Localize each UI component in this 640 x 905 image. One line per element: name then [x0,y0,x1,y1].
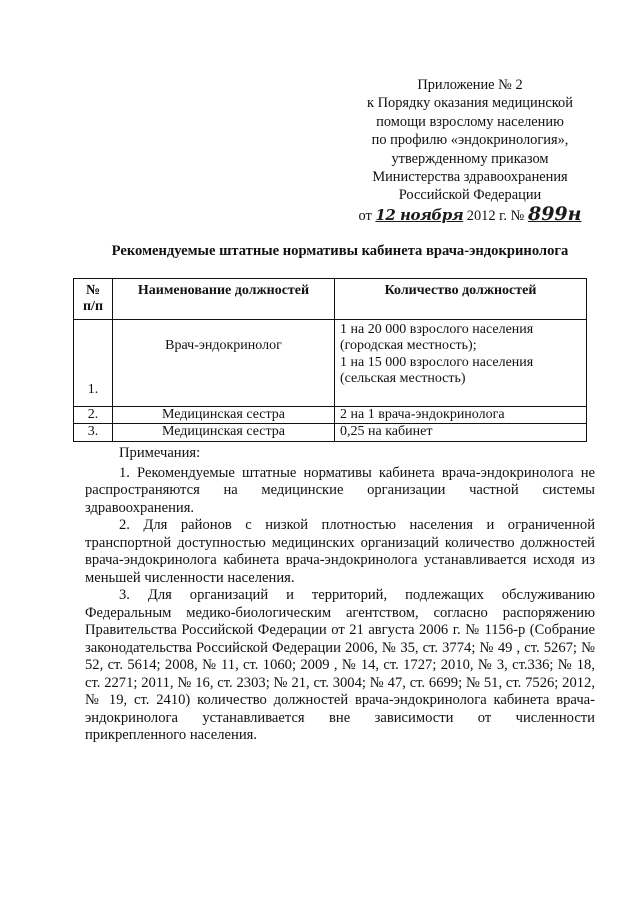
quantity-line: (городская местность); [340,338,477,354]
annex-line: по профилю «эндокринология», [371,132,569,149]
quantity-line: 1 на 15 000 взрослого населения [340,354,534,370]
table-row [74,320,587,407]
note-item: 1. Рекомендуемые штатные нормативы кабинета врача-эндокринолога не распространяются на медицинские организации частной системы здравоохранения. [85,464,595,516]
date-prefix: от [358,207,372,224]
date-year: 2012 г. № [466,207,525,224]
note-item: 3. Для организаций и территорий, подлежащих обслуживанию Федеральным медико-биологическим агентством, согласно распоряжению Правительства Российской Федерации от 21 августа 2006 г. № 1156-р (Собрание законодательства Российской Федерации 2006, № 35, ст. 3774; № 49 , ст. 5267; № 52, ст. 5614; 2008, № 11, ст. 1060; 2009 , № 14, ст. 1727; 2010, № 3, ст.336; № 18, ст. 2271; 2011, № 16, ст. 2303; № 21, ст. 3004; № 47, ст. 6699; № 51, ст. 7526; 2012, № 19, ст. 2410) количество должностей врача-эндокринолога кабинета врача-эндокринолога устанавливается вне зависимости от численности прикрепленного населения. [85,587,595,743]
notes-section [85,445,595,745]
position-quantity [335,320,587,407]
handwritten-order-number: 899н [527,202,582,225]
table-row [74,407,587,424]
document-title: Рекомендуемые штатные нормативы кабинета врача-эндокринолога [111,243,569,259]
order-date-line [345,202,595,225]
annex-line: к Порядку оказания медицинской [367,95,573,112]
notes-heading: Примечания: [119,445,201,461]
column-header-quantity: Количество должностей [335,279,587,320]
position-name: Медицинская сестра [113,407,335,424]
annex-header [345,76,595,225]
position-quantity [335,407,587,424]
annex-line: Приложение № 2 [417,77,523,93]
column-header-position: Наименование должностей [113,279,335,320]
annex-line: Министерства здравоохранения [372,169,568,186]
quantity-line: (сельская местность) [340,371,466,387]
row-number: 3. [74,424,113,441]
annex-line: Российской Федерации [398,187,542,204]
quantity-line: 2 на 1 врача-эндокринолога [340,407,505,422]
table-header-row [74,279,587,320]
staffing-table [73,278,587,442]
note-item: 2. Для районов с низкой плотностью населения и ограниченной транспортной доступностью медицинских организаций количество должностей врача-эндокринолога кабинета врача-эндокринолога устанавливается исходя из меньшей численности населения. [85,517,595,586]
row-number: 1. [74,320,113,407]
table-row [74,424,587,441]
position-name: Медицинская сестра [113,424,335,441]
handwritten-date: 12 ноября [375,205,464,224]
column-header-number: № п/п [74,279,113,320]
quantity-line: 1 на 20 000 взрослого населения [340,322,534,337]
annex-line: помощи взрослому населению [376,113,564,130]
quantity-line: 0,25 на кабинет [340,424,433,440]
position-name: Врач-эндокринолог [113,320,335,407]
annex-line: утвержденному приказом [391,150,549,167]
position-quantity [335,424,587,441]
row-number: 2. [74,407,113,424]
